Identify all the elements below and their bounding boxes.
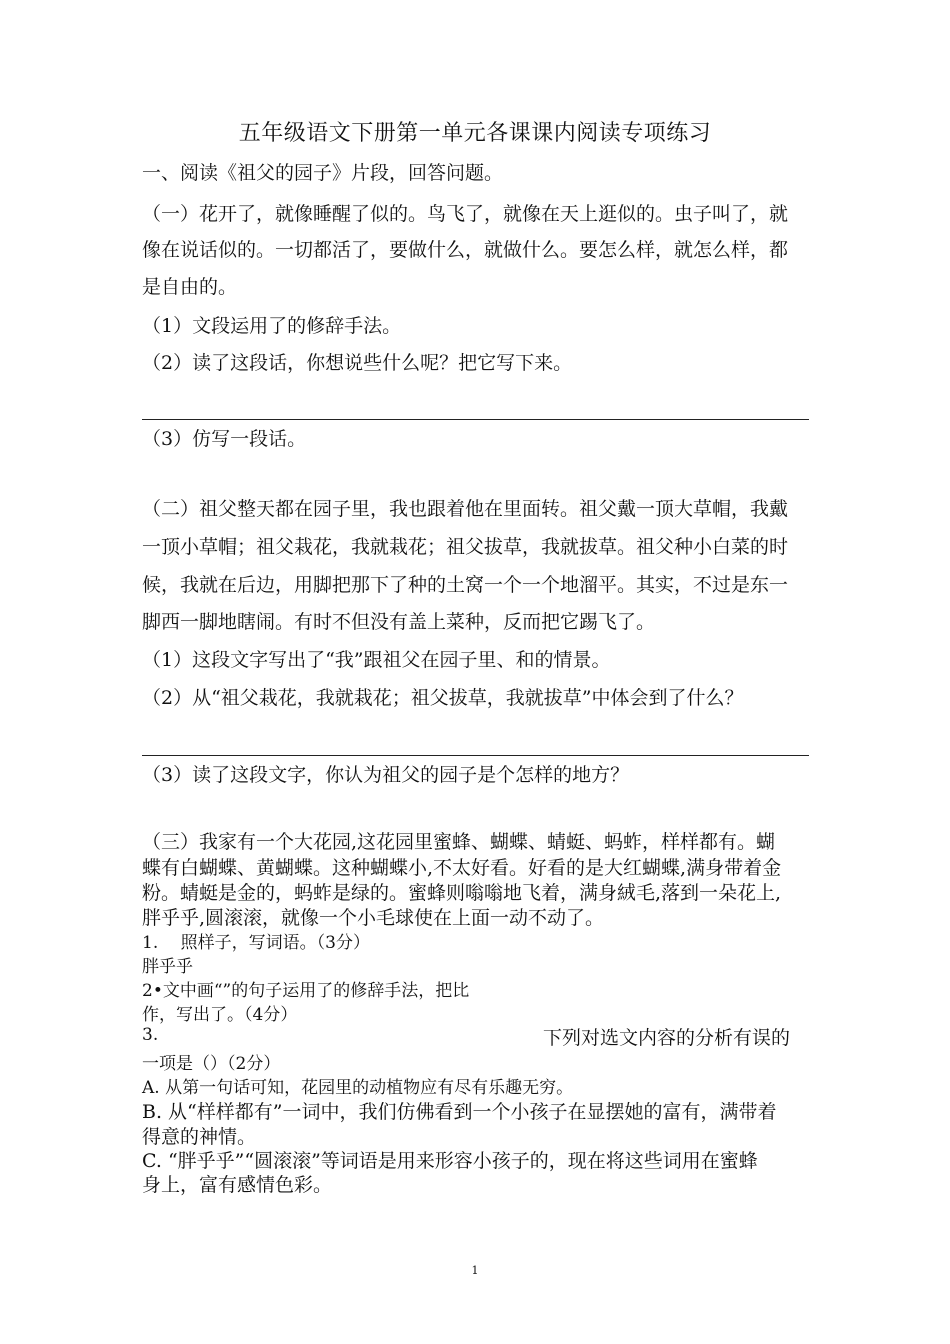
section-heading: 一、阅读《祖父的园子》片段，回答问题。 [142, 162, 504, 184]
passage-3-line: 蝶有白蝴蝶、黄蝴蝶。这种蝴蝶小,不太好看。好看的是大红蝴蝶,满身带着金 [142, 857, 782, 879]
answer-line[interactable] [142, 419, 809, 420]
passage-3-line: 粉。蜻蜓是金的，蚂蚱是绿的。蜜蜂则嗡嗡地飞着，满身絨毛,落到一朵花上, [142, 882, 782, 904]
option-b-cont: 得意的神情。 [142, 1126, 257, 1148]
passage-3-line: 胖乎乎,圆滚滚，就像一个小毛球使在上面一动不动了。 [142, 907, 605, 929]
question-2-1: （1）这段文字写出了“我”跟祖父在园子里、和的情景。 [142, 649, 611, 671]
question-3-3-number: 3. [142, 1025, 159, 1045]
passage-1-line: 像在说话似的。一切都活了，要做什么，就做什么。要怎么样，就怎么样，都 [142, 239, 789, 261]
question-1-3: （3）仿写一段话。 [142, 428, 307, 450]
question-3-2-cont: 作，写出了。（4分） [142, 1005, 298, 1025]
page-number: 1 [471, 1264, 479, 1277]
passage-2-line: 一顶小草帽；祖父栽花，我就栽花；祖父拔草，我就拔草。祖父种小白菜的时 [142, 536, 789, 558]
option-c-cont: 身上，富有感情色彩。 [142, 1174, 333, 1196]
passage-1-line: （一）花开了，就像睡醒了似的。鸟飞了，就像在天上逛似的。虫子叫了，就 [142, 203, 789, 225]
question-1-2: （2）读了这段话，你想说些什么呢？把它写下来。 [142, 352, 573, 374]
question-2-2: （2）从“祖父栽花，我就栽花；祖父拔草，我就拔草”中体会到了什么？ [142, 687, 744, 709]
page-title: 五年级语文下册第一单元各课课内阅读专项练习 [238, 121, 712, 146]
passage-1-line: 是自由的。 [142, 276, 238, 298]
passage-3-line: （三）我家有一个大花园,这花园里蜜蜂、蝴蝶、蜻蜓、蚂蚱，样样都有。蝴 [142, 831, 776, 853]
question-1-1: （1）文段运用了的修辞手法。 [142, 315, 402, 337]
option-a: A. 从第一句话可知，花园里的动植物应有尽有乐趣无穷。 [142, 1078, 574, 1098]
option-c: C. “胖乎乎”“圆滚滚”等词语是用来形容小孩子的，现在将这些词用在蜜蜂 [142, 1150, 758, 1172]
question-2-3: （3）读了这段文字，你认为祖父的园子是个怎样的地方？ [142, 764, 630, 786]
question-3-1-example: 胖乎乎 [142, 957, 193, 977]
passage-2-line: 候，我就在后边，用脚把那下了种的土窝一个一个地溜平。其实，不过是东一 [142, 574, 789, 596]
passage-2-line: 脚西一脚地瞎闹。有时不但没有盖上菜种，反而把它踢飞了。 [142, 611, 656, 633]
question-3-1: 1. 照样子，写词语。（3分） [142, 933, 370, 953]
question-3-2: 2•文中画“”的句子运用了的修辞手法，把比 [142, 981, 470, 1001]
passage-2-line: （二）祖父整天都在园子里，我也跟着他在里面转。祖父戴一顶大草帽，我戴 [142, 498, 789, 520]
question-3-3-cont: 一项是（）（2分） [142, 1054, 281, 1074]
answer-line[interactable] [142, 755, 809, 756]
question-3-3: 下列对选文内容的分析有误的 [543, 1027, 791, 1049]
option-b: B. 从“样样都有”一词中，我们仿佛看到一个小孩子在显摆她的富有，满带着 [142, 1101, 777, 1123]
